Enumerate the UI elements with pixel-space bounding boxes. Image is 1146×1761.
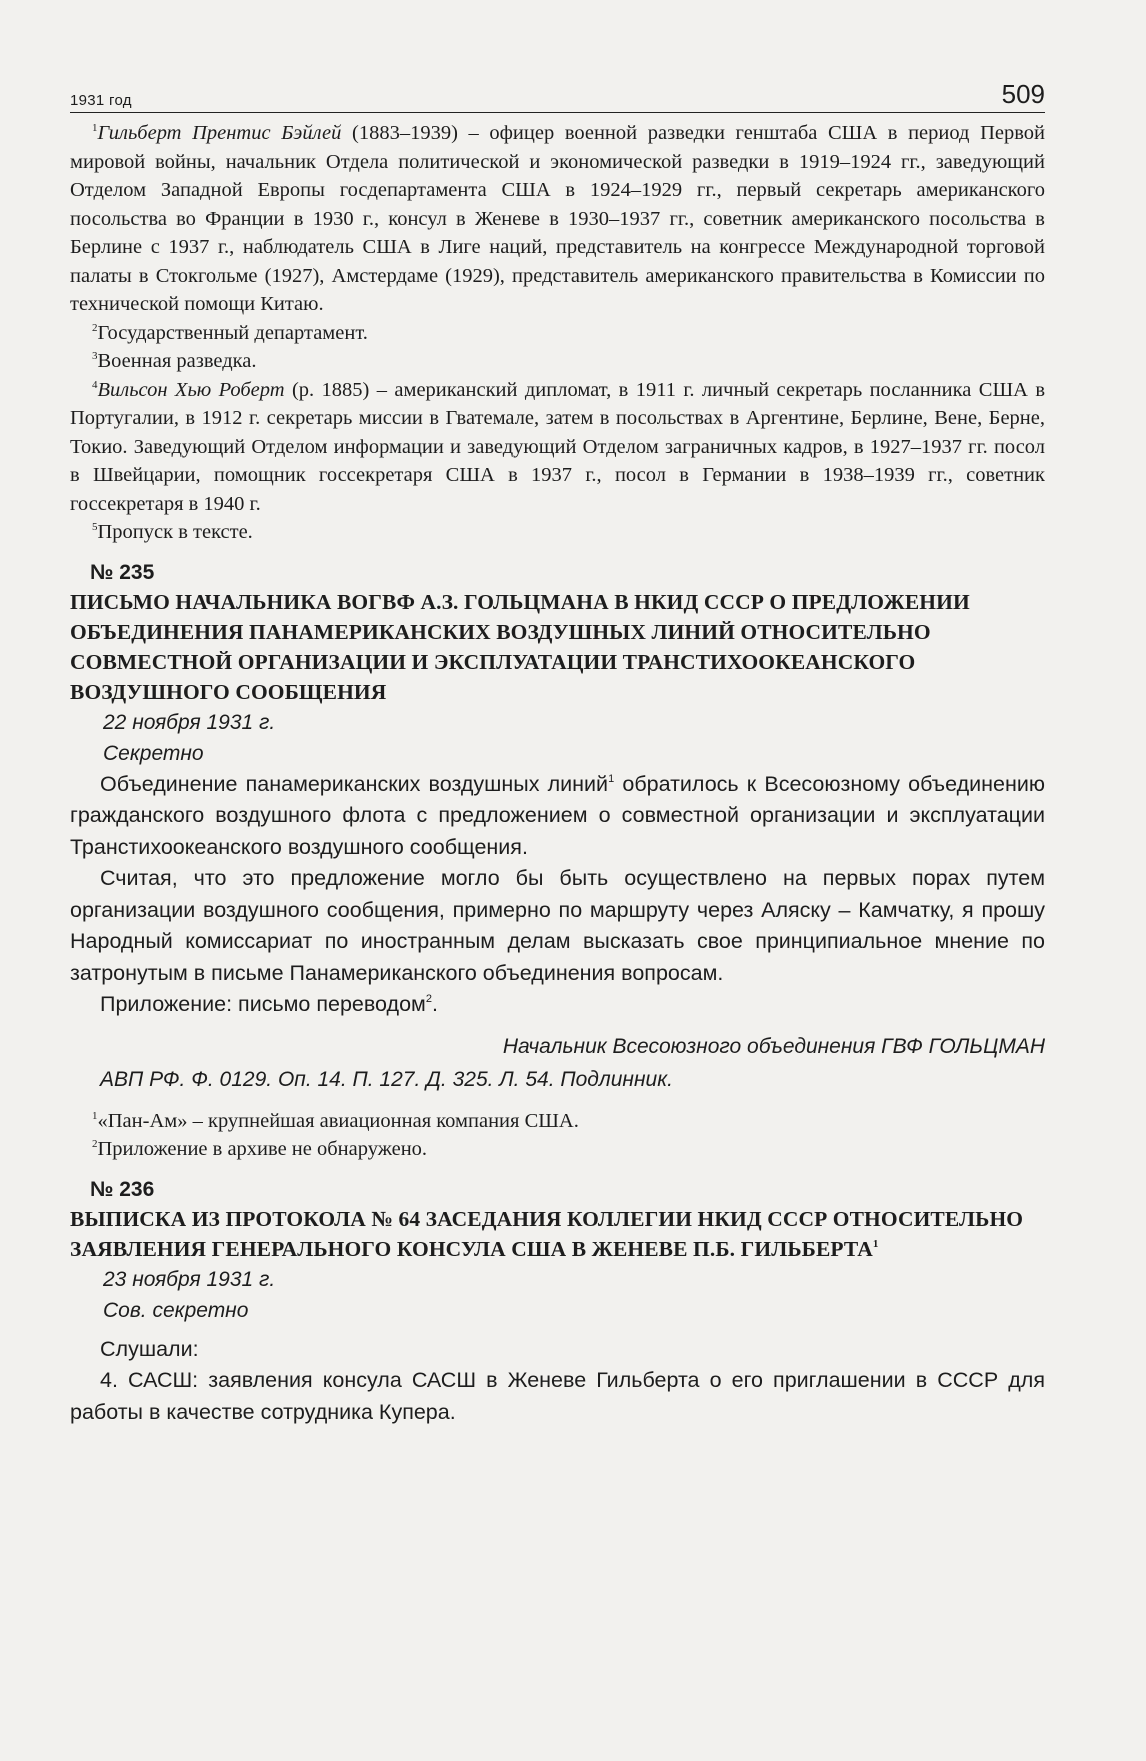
page-number: 509	[1001, 79, 1045, 109]
footnote-text: Государственный департамент.	[97, 321, 368, 344]
document-date: 22 ноября 1931 г.	[103, 710, 276, 734]
document-date: 23 ноября 1931 г.	[103, 1267, 276, 1291]
doc-footnote-2	[70, 1135, 1045, 1164]
paragraph-text: Приложение: письмо переводом	[100, 992, 426, 1016]
footnote-mark: 1	[92, 122, 98, 134]
paragraph-text: обратилось к Всесоюзному объединению гражданского воздушного флота с предложением о совместной организации и эксплуатации Транстихоокеанского воздушного сообщения.	[70, 771, 1045, 859]
footnote-mark: 2	[92, 1138, 98, 1150]
page	[70, 79, 1045, 1428]
archive-reference: АВП РФ. Ф. 0129. Оп. 14. П. 127. Д. 325. Л. 54. Подлинник.	[100, 1067, 673, 1091]
footnote-text: (р. 1885) – американский дипломат, в 1911 г. личный секретарь посланника США в Португалии, в 1912 г. секретарь миссии в Гватемале, затем в посольствах в Аргентине, Берлине, Вене, Берне, Токио. Заведующий Отделом информации и заведующий Отделом заграничных кадров, в 1927–1937 гг. посол в Швейцарии, помощник госсекретаря США в 1937 г., посол в Германии в 1938–1939 гг., советник госсекретаря в 1940 г.	[70, 378, 1045, 515]
document-classification: Сов. секретно	[103, 1298, 249, 1322]
running-head: 1931 год	[70, 92, 132, 109]
footnote-text: Военная разведка.	[97, 350, 257, 372]
footnote-5	[70, 518, 1045, 547]
footnote-mark: 2	[92, 321, 98, 334]
page-header	[70, 79, 1045, 113]
document-number: № 236	[90, 1177, 155, 1201]
footnote-2	[70, 319, 1045, 348]
footnote-text: «Пан-Ам» – крупнейшая авиационная компания США.	[97, 1109, 579, 1132]
document-236	[70, 1178, 1045, 1429]
footnote-mark: 1	[92, 1109, 98, 1122]
footnote-ref: 2	[425, 993, 432, 1005]
document-title	[70, 1204, 1045, 1264]
footnote-mark: 4	[92, 378, 98, 391]
doc-footnote-1	[70, 1107, 1045, 1136]
footnote-1	[70, 119, 1045, 319]
signature: Начальник Всесоюзного объединения ГВФ ГОЛЬЦМАН	[502, 1034, 1045, 1058]
body-paragraph-1: Слушали:	[100, 1336, 199, 1361]
footnotes-top	[70, 119, 1045, 547]
document-235	[70, 561, 1045, 1164]
footnote-mark: 3	[92, 350, 98, 362]
title-text: ВЫПИСКА ИЗ ПРОТОКОЛА № 64 ЗАСЕДАНИЯ КОЛЛЕГИИ НКИД СССР ОТНОСИТЕЛЬНО ЗАЯВЛЕНИЯ ГЕНЕРАЛЬНОГО КОНСУЛА США В ЖЕНЕВЕ П.Б. ГИЛЬБЕРТА	[70, 1206, 1024, 1261]
paragraph-text: Объединение панамериканских воздушных линий	[100, 771, 609, 796]
footnote-3	[70, 347, 1045, 376]
footnote-4	[70, 376, 1045, 519]
paragraph-text: .	[431, 992, 438, 1016]
document-number: № 235	[90, 560, 155, 584]
footnote-person-name: Вильсон Хью Роберт	[97, 378, 285, 401]
body-paragraph-3	[70, 989, 1045, 1021]
footnote-ref: 1	[608, 772, 615, 785]
footnote-text: Приложение в архиве не обнаружено.	[97, 1138, 428, 1160]
body-paragraph-2: 4. САСШ: заявления консула САСШ в Женеве Гильберта о его приглашении в СССР для работы в качестве сотрудника Купера.	[70, 1368, 1045, 1424]
body-paragraph-1	[70, 769, 1045, 864]
footnote-text: (1883–1939) – офицер военной разведки генштаба США в период Первой мировой войны, начальник Отдела политической и экономической разведки в 1919–1924 гг., заведующий Отделом Западной Европы госдепартамента США в 1924–1929 гг., первый секретарь американского посольства во Франции в 1930 г., консул в Женеве в 1930–1937 гг., советник американского посольства в Берлине с 1937 г., наблюдатель США в Лиге наций, представитель на конгрессе Международной торговой палаты в Стокгольме (1927), Амстердаме (1929), представитель американского правительства в Комиссии по технической помощи Китаю.	[70, 122, 1045, 315]
footnote-text: Пропуск в тексте.	[97, 521, 253, 543]
body-paragraph-2: Считая, что это предложение могло бы быть осуществлено на первых порах путем организации воздушного сообщения, примерно по маршруту через Аляску – Камчатку, я прошу Народный комиссариат по иностранным делам высказать свое принципиальное мнение по затронутым в письме Панамериканского объединения вопросам.	[70, 866, 1045, 985]
footnote-person-name: Гильберт Прентис Бэйлей	[97, 122, 342, 144]
footnote-ref: 1	[872, 1237, 879, 1250]
document-classification: Секретно	[103, 741, 204, 765]
footnote-mark: 5	[92, 521, 98, 533]
document-title: ПИСЬМО НАЧАЛЬНИКА ВОГВФ А.З. ГОЛЬЦМАНА В НКИД СССР О ПРЕДЛОЖЕНИИ ОБЪЕДИНЕНИЯ ПАНАМЕРИКАНСКИХ ВОЗДУШНЫХ ЛИНИЙ ОТНОСИТЕЛЬНО СОВМЕСТНОЙ ОРГАНИЗАЦИИ И ЭКСПЛУАТАЦИИ ТРАНСТИХООКЕАНСКОГО ВОЗДУШНОГО СООБЩЕНИЯ	[70, 589, 970, 704]
